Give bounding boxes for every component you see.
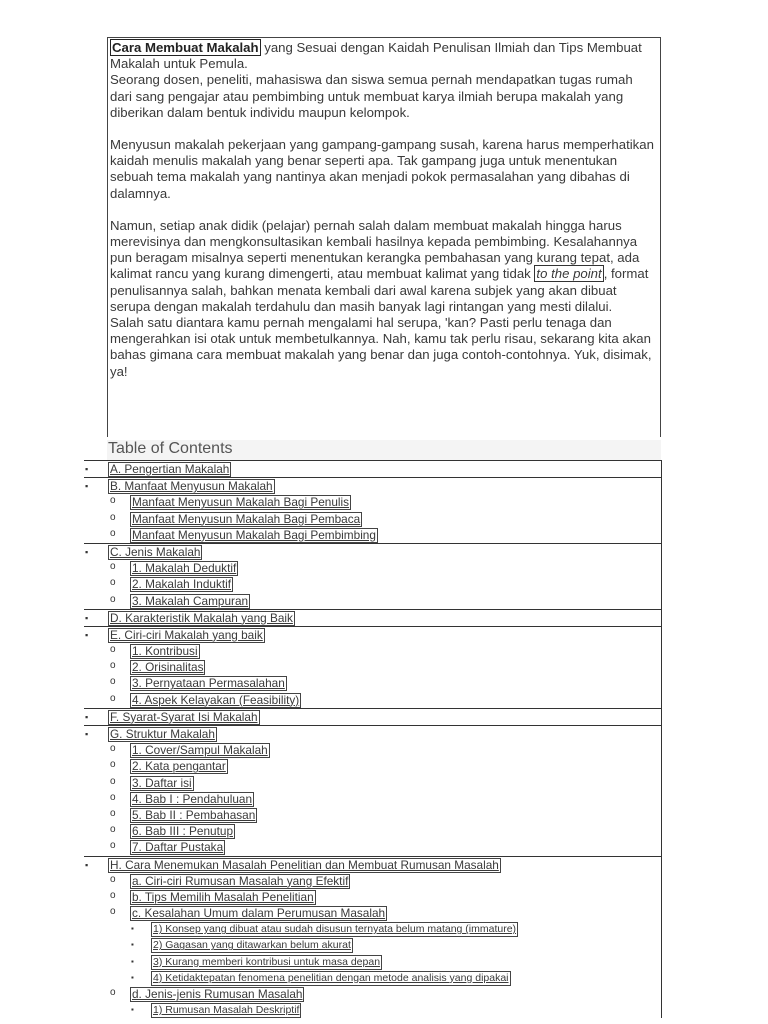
square-bullet-icon: ▪ [131, 924, 134, 934]
circle-bullet-icon: o [110, 660, 116, 672]
toc-item [84, 742, 662, 758]
article-body [107, 37, 661, 437]
toc-row-border [661, 986, 662, 1002]
toc-row-border [661, 1002, 662, 1018]
toc-row-border [661, 791, 662, 807]
toc-link[interactable]: 2. Kata pengantar [132, 759, 226, 774]
toc-row-border [661, 461, 662, 477]
toc-row-border [661, 610, 662, 626]
toc-link[interactable]: 4. Bab I : Pendahuluan [132, 791, 253, 806]
circle-bullet-icon: o [110, 775, 116, 787]
toc-row-border [661, 576, 662, 592]
paragraph-3 [110, 218, 658, 315]
square-bullet-icon: ▪ [131, 972, 134, 982]
toc-row-border [661, 527, 662, 543]
toc-row-border [661, 807, 662, 823]
toc-row-border [661, 775, 662, 791]
toc-row-border [661, 659, 662, 675]
toc-row-border [661, 692, 662, 708]
paragraph-2: Menyusun makalah pekerjaan yang gampang-gampang susah, karena harus memperhatikan kaidah menulis makalah yang benar seperti apa. Tak gampang juga untuk menentukan sebuah tema makalah yang nantinya akan menjadi pokok permasalahan yang dibahas di dalamnya. [110, 137, 654, 201]
circle-bullet-icon: o [110, 824, 116, 836]
toc-link[interactable]: D. Karakteristik Makalah yang Baik [110, 610, 293, 625]
toc-row-border [661, 544, 662, 560]
toc-item [84, 527, 662, 543]
toc-row-border [661, 478, 662, 494]
toc-item [84, 460, 662, 477]
toc-row-border [661, 873, 662, 889]
toc-row-border [661, 954, 662, 970]
toc-item [84, 921, 662, 937]
toc-link[interactable]: 1. Makalah Deduktif [132, 561, 237, 576]
square-bullet-icon: ▪ [85, 612, 89, 623]
toc-link[interactable]: Manfaat Menyusun Makalah Bagi Pembimbing [132, 527, 376, 542]
toc-item [84, 856, 662, 873]
circle-bullet-icon: o [110, 644, 116, 656]
circle-bullet-icon: o [110, 759, 116, 771]
toc-link[interactable]: Manfaat Menyusun Makalah Bagi Penulis [132, 495, 350, 510]
toc-link[interactable]: 3. Daftar isi [132, 775, 192, 790]
circle-bullet-icon: o [110, 906, 116, 918]
article-title-rest: yang Sesuai dengan Kaidah Penulisan Ilmiah dan Tips Membuat Makalah untuk Pemula. [110, 40, 642, 72]
toc-item [84, 1002, 662, 1018]
toc-link[interactable]: 3. Makalah Campuran [132, 593, 249, 608]
toc-row-border [661, 823, 662, 839]
table-of-contents [84, 460, 662, 1018]
circle-bullet-icon: o [110, 495, 116, 507]
toc-link[interactable]: 6. Bab III : Penutup [132, 824, 233, 839]
article-title-link[interactable]: Cara Membuat Makalah [112, 40, 259, 55]
toc-item [84, 839, 662, 855]
circle-bullet-icon: o [110, 676, 116, 688]
toc-link[interactable]: C. Jenis Makalah [110, 544, 201, 559]
toc-item [84, 889, 662, 905]
toc-item [84, 807, 662, 823]
to-the-point-term: to the point [536, 266, 602, 282]
toc-item [84, 675, 662, 691]
toc-item [84, 937, 662, 953]
toc-link[interactable]: d. Jenis-jenis Rumusan Masalah [132, 987, 303, 1001]
toc-link[interactable]: 1) Konsep yang dibuat atau sudah disusun ternyata belum matang (immature) [153, 923, 517, 936]
square-bullet-icon: ▪ [85, 729, 89, 739]
toc-row-border [661, 742, 662, 758]
square-bullet-icon: ▪ [131, 956, 134, 966]
toc-link[interactable]: b. Tips Memilih Masalah Penelitian [132, 889, 314, 904]
toc-row-border [661, 758, 662, 774]
toc-item [84, 477, 662, 494]
toc-item [84, 576, 662, 592]
toc-row-border [661, 937, 662, 953]
circle-bullet-icon: o [110, 743, 116, 755]
circle-bullet-icon: o [110, 791, 116, 803]
toc-row-border [661, 921, 662, 937]
toc-link[interactable]: 5. Bab II : Pembahasan [132, 807, 256, 822]
toc-item [84, 873, 662, 889]
toc-item [84, 511, 662, 527]
square-bullet-icon: ▪ [131, 1005, 134, 1015]
toc-item [84, 543, 662, 560]
toc-row-border [661, 857, 662, 873]
toc-row-border [661, 593, 662, 609]
toc-link[interactable]: 2) Gagasan yang ditawarkan belum akurat [153, 939, 351, 952]
toc-link[interactable]: 1. Cover/Sampul Makalah [132, 743, 268, 758]
toc-row-border [661, 970, 662, 986]
toc-title: Table of Contents [107, 440, 661, 460]
toc-link[interactable]: H. Cara Menemukan Masalah Penelitian dan Membuat Rumusan Masalah [110, 857, 499, 872]
toc-link[interactable]: 4) Ketidaktepatan fenomena penelitian dengan metode analisis yang dipakai [153, 971, 509, 984]
square-bullet-icon: ▪ [131, 940, 134, 950]
circle-bullet-icon: o [110, 840, 116, 852]
toc-row-border [661, 627, 662, 643]
toc-item [84, 659, 662, 675]
circle-bullet-icon: o [110, 807, 116, 819]
circle-bullet-icon: o [110, 987, 116, 998]
toc-item [84, 708, 662, 725]
toc-item [84, 758, 662, 774]
article-intro [107, 37, 661, 437]
toc-row-border [661, 511, 662, 527]
toc-link[interactable]: 1. Kontribusi [132, 644, 198, 659]
toc-item [84, 775, 662, 791]
toc-link[interactable]: A. Pengertian Makalah [110, 462, 230, 476]
toc-item [84, 970, 662, 986]
toc-link[interactable]: E. Ciri-ciri Makalah yang baik [110, 627, 263, 642]
toc-row-border [661, 560, 662, 576]
toc-link[interactable]: 4. Aspek Kelayakan (Feasibility) [132, 692, 300, 707]
toc-link[interactable]: 2. Orisinalitas [132, 660, 204, 675]
toc-item [84, 692, 662, 708]
toc-link[interactable]: c. Kesalahan Umum dalam Perumusan Masalah [132, 906, 386, 921]
toc-row-border [661, 889, 662, 905]
toc-item [84, 626, 662, 643]
toc-item [84, 494, 662, 510]
toc-link[interactable]: F. Syarat-Syarat Isi Makalah [110, 709, 258, 724]
toc-link[interactable]: 1) Rumusan Masalah Deskriptif [153, 1004, 300, 1017]
toc-row-border [661, 675, 662, 691]
toc-row-border [661, 643, 662, 659]
paragraph-3-part-b: , format penulisannya salah, bahkan menata kembali dari awal karena subjek yang akan dibuat serupa dengan makalah terdahulu dan masih banyak lagi rintangan yang mesti dilalui. [110, 266, 649, 314]
circle-bullet-icon: o [110, 889, 116, 901]
square-bullet-icon: ▪ [85, 464, 89, 474]
circle-bullet-icon: o [110, 527, 116, 539]
toc-row-border [661, 709, 662, 725]
toc-item [84, 823, 662, 839]
toc-row-border [661, 494, 662, 510]
circle-bullet-icon: o [110, 511, 116, 523]
toc-item [84, 954, 662, 970]
paragraph-3-part-a: Namun, setiap anak didik (pelajar) pernah salah dalam membuat makalah hingga harus merevisinya dan mengkonsultasikan kembali hasilnya kepada pembimbing. Kesalahannya pun beragam misalnya seperti menentukan kerangka pembahasan yang kurang tepat, ada kalimat rancu yang kurang dimengerti, atau membuat kalimat yang tidak [110, 217, 640, 282]
toc-row-border [661, 905, 662, 921]
toc-link[interactable]: 2. Makalah Induktif [132, 577, 232, 592]
toc-item [84, 986, 662, 1002]
toc-item [84, 643, 662, 659]
square-bullet-icon: ▪ [85, 859, 89, 870]
toc-link[interactable]: 3) Kurang memberi kontribusi untuk masa depan [153, 955, 381, 968]
square-bullet-icon: ▪ [85, 629, 89, 640]
toc-link[interactable]: B. Manfaat Menyusun Makalah [110, 479, 273, 494]
toc-link[interactable]: Manfaat Menyusun Makalah Bagi Pembaca [132, 511, 361, 526]
circle-bullet-icon: o [110, 873, 116, 885]
toc-item [84, 560, 662, 576]
toc-row-border [661, 726, 662, 742]
toc-link[interactable]: 3. Pernyataan Permasalahan [132, 676, 285, 691]
toc-item [84, 791, 662, 807]
toc-item [84, 725, 662, 742]
toc-row-border [661, 839, 662, 855]
square-bullet-icon: ▪ [85, 711, 89, 722]
circle-bullet-icon: o [110, 593, 116, 605]
circle-bullet-icon: o [110, 692, 116, 704]
toc-item [84, 593, 662, 609]
square-bullet-icon: ▪ [85, 481, 89, 492]
circle-bullet-icon: o [110, 577, 116, 589]
circle-bullet-icon: o [110, 561, 116, 573]
toc-item [84, 905, 662, 921]
toc-link[interactable]: G. Struktur Makalah [110, 727, 215, 741]
square-bullet-icon: ▪ [85, 546, 89, 557]
toc-item [84, 609, 662, 626]
paragraph-1: Seorang dosen, peneliti, mahasiswa dan siswa semua pernah mendapatkan tugas rumah dari sang pengajar atau pembimbing untuk membuat karya ilmiah berupa makalah yang diberikan dalam bentuk individu maupun kelompok. [110, 72, 633, 120]
paragraph-4: Salah satu diantara kamu pernah mengalami hal serupa, 'kan? Pasti perlu tenaga dan mengerahkan isi otak untuk membetulkannya. Nah, kamu tak perlu risau, sekarang kita akan bahas gimana cara membuat makalah yang benar dan juga contoh-contohnya. Yuk, disimak, ya! [110, 315, 652, 379]
toc-link[interactable]: a. Ciri-ciri Rumusan Masalah yang Efektif [132, 873, 349, 888]
toc-link[interactable]: 7. Daftar Pustaka [132, 840, 224, 855]
article-heading [110, 40, 658, 72]
